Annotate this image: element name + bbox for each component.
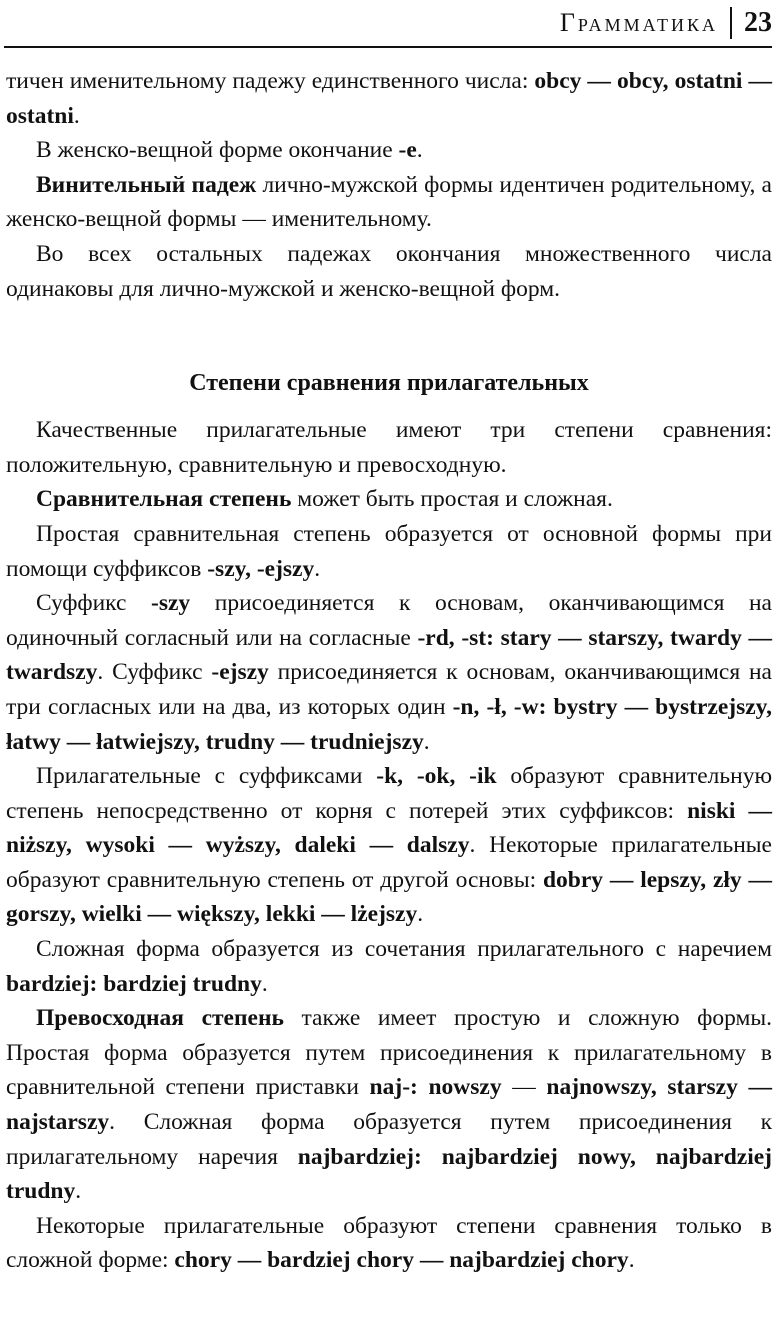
example-words: naj-: nowszy xyxy=(369,1074,502,1101)
text-run: лично-мужской формы идентичен родительному, а женско-вещной формы — именительному. xyxy=(6,171,772,233)
suffixes: -szy, -ejszy xyxy=(207,555,315,582)
text-run: . xyxy=(416,137,423,164)
text-run: . xyxy=(628,1247,635,1274)
page-number: 23 xyxy=(744,7,772,38)
text-run: . Сложная форма образуется путем присоединения к прилагательному наречия xyxy=(6,1109,772,1170)
text-run: — xyxy=(501,1074,547,1101)
text-run: В женско-вещной форме окончание xyxy=(36,137,399,164)
running-title: Грамматика xyxy=(559,8,718,37)
text-run: . Некоторые прилагательные образуют сравнительную степень от другой основы: xyxy=(6,832,772,893)
paragraph-accusative xyxy=(6,168,772,237)
example-words: bardziej: bardziej trudny xyxy=(6,970,262,997)
example-words: -n, -ł, -w: bystry — bystrzejszy, łatwy — łatwiejszy, trudny — trudniejszy xyxy=(6,693,772,755)
text-run: тичен именительному падежу единственного числа: xyxy=(6,68,535,94)
suffix: -szy xyxy=(151,590,191,617)
term: Превосходная степень xyxy=(36,1005,284,1032)
page-header xyxy=(4,0,772,48)
text-run: Сложная форма образуется из сочетания прилагательного с наречием xyxy=(36,936,772,963)
text-run: Прилагательные с суффиксами xyxy=(36,763,377,790)
text-run: присоединяется к основам, оканчивающимся на три согласных или на два, из которых один xyxy=(6,659,772,720)
header-divider xyxy=(730,7,732,39)
ending: -e xyxy=(398,137,417,164)
example-words: najbardziej: najbardziej nowy, najbardziej trudny xyxy=(6,1143,772,1205)
paragraph-continuation xyxy=(6,64,772,133)
example-words: obcy — obcy, ostatni — ostatni xyxy=(6,68,772,129)
text-run: может быть простая и сложная. xyxy=(291,486,613,513)
text-run: . xyxy=(417,901,424,928)
text-run: образуют сравнительную степень непосредственно от корня с потерей этих суффиксов: xyxy=(6,763,773,824)
text-run: Суффикс xyxy=(36,590,151,617)
text-run: . xyxy=(314,555,321,582)
paragraph-suffix-k-ok-ik xyxy=(6,759,772,932)
text-run: . xyxy=(73,102,80,129)
paragraph-compound-comparative xyxy=(6,932,772,1001)
term: Сравнительная степень xyxy=(36,486,292,513)
paragraph-feminine-ending xyxy=(6,133,772,168)
text-run: присоединяется к основам, оканчивающимся на одиночный согласный или на согласные xyxy=(6,590,772,651)
paragraph-simple-comparative xyxy=(6,517,772,586)
text-run: Во всех остальных падежах окончания множественного числа одинаковы для лично-мужской и женско-вещной форм. xyxy=(6,240,772,302)
term: Винительный падеж xyxy=(36,171,257,198)
text-run: . xyxy=(75,1178,82,1205)
paragraph-comparative xyxy=(6,482,772,517)
text-run: также имеет простую и сложную формы. Простая форма образуется путем присоединения к прилагательному в сравнительной степени приставки xyxy=(6,1005,772,1101)
example-words: -rd, -st: stary — starszy, twardy — twardszy xyxy=(6,624,773,686)
paragraph-suffix-szy xyxy=(6,586,772,759)
section-heading: Степени сравнения прилагательных xyxy=(189,370,589,397)
text-run: Некоторые прилагательные образуют степени сравнения только в сложной форме: xyxy=(6,1212,772,1274)
text-run: Простая сравнительная степень образуется от основной формы при помощи суффиксов xyxy=(6,520,772,582)
example-words: niski — niższy, wysoki — wyższy, daleki — dalszy xyxy=(6,797,772,859)
paragraph-superlative xyxy=(6,1001,772,1209)
page-body xyxy=(6,64,772,1278)
text-run: . xyxy=(423,728,430,755)
suffix: -ejszy xyxy=(211,659,269,686)
text-run: . xyxy=(261,970,268,997)
suffixes: -k, -ok, -ik xyxy=(376,763,497,790)
paragraph-degrees-intro xyxy=(6,413,772,482)
example-words: chory — bardziej chory — najbardziej chory xyxy=(174,1247,629,1274)
text-run: Качественные прилагательные имеют три степени сравнения: положительную, сравнительную и превосходную. xyxy=(6,417,772,478)
text-run: . Суффикс xyxy=(97,659,212,686)
paragraph-other-cases xyxy=(6,237,772,306)
example-words: najnowszy, starszy — najstarszy xyxy=(6,1074,773,1136)
paragraph-compound-only xyxy=(6,1209,772,1278)
example-words: dobry — lepszy, zły — gorszy, wielki — większy, lekki — lżejszy xyxy=(6,866,772,928)
